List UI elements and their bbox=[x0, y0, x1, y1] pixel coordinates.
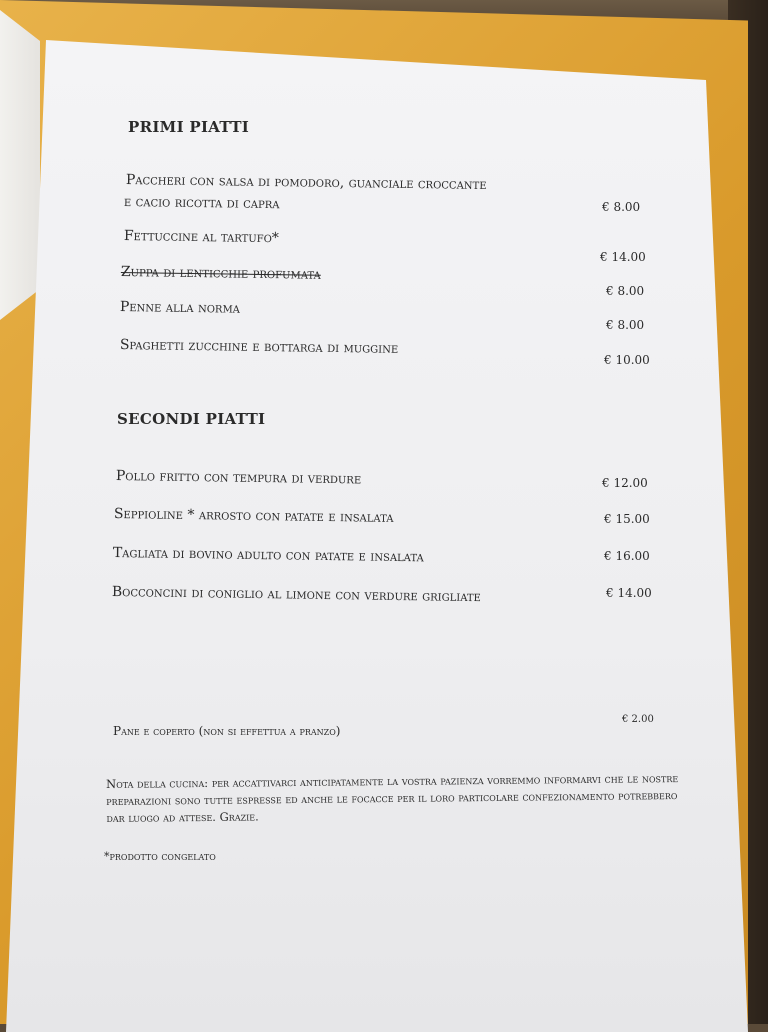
menu-item-tagliata: Tagliata di bovino adulto con patate e insalata bbox=[112, 545, 424, 566]
menu-price-penne: € 8.00 bbox=[606, 318, 645, 332]
menu-item-paccheri-line2: e cacio ricotta di capra bbox=[123, 194, 280, 213]
menu-price-spaghetti: € 10.00 bbox=[604, 353, 650, 367]
menu-price-paccheri: € 8.00 bbox=[602, 200, 641, 214]
menu-item-zuppa-struck: Zuppa di lenticchie profumata bbox=[120, 264, 321, 283]
menu-item-pane-coperto: Pane e coperto (non si effettua a pranzo) bbox=[113, 724, 341, 738]
menu-price-zuppa: € 8.00 bbox=[606, 284, 645, 298]
menu-price-bocconcini: € 14.00 bbox=[606, 586, 652, 600]
menu-price-pane-coperto: € 2.00 bbox=[622, 714, 654, 725]
menu-item-spaghetti: Spaghetti zucchine e bottarga di muggine bbox=[119, 337, 399, 357]
frozen-footnote: *prodotto congelato bbox=[104, 850, 216, 863]
menu-item-pollo: Pollo fritto con tempura di verdure bbox=[115, 468, 362, 488]
menu-price-fettuccine: € 14.00 bbox=[600, 250, 646, 264]
menu-item-bocconcini: Bocconcini di coniglio al limone con verdure grigliate bbox=[111, 584, 482, 606]
kitchen-note: Nota della cucina: per accattivarci anticipatamente la vostra pazienza vorremmo informarvi che le nostre preparazioni sono tutte espresse ed anche le focacce per il loro particolare confezionamento potrebbero dar luogo ad attese. Grazie. bbox=[106, 771, 679, 825]
menu-item-paccheri-line1: Paccheri con salsa di pomodoro, guanciale croccante bbox=[125, 172, 487, 194]
menu-price-pollo: € 12.00 bbox=[602, 476, 648, 490]
menu-item-penne: Penne alla norma bbox=[119, 299, 241, 317]
menu-item-fettuccine: Fettuccine al tartufo* bbox=[123, 228, 279, 247]
menu-price-tagliata: € 16.00 bbox=[604, 549, 650, 563]
menu-price-seppioline: € 15.00 bbox=[604, 512, 650, 526]
secondi-piatti-heading: SECONDI PIATTI bbox=[117, 410, 266, 428]
primi-piatti-heading: PRIMI PIATTI bbox=[128, 118, 250, 136]
menu-item-seppioline: Seppioline * arrosto con patate e insalata bbox=[113, 506, 394, 526]
